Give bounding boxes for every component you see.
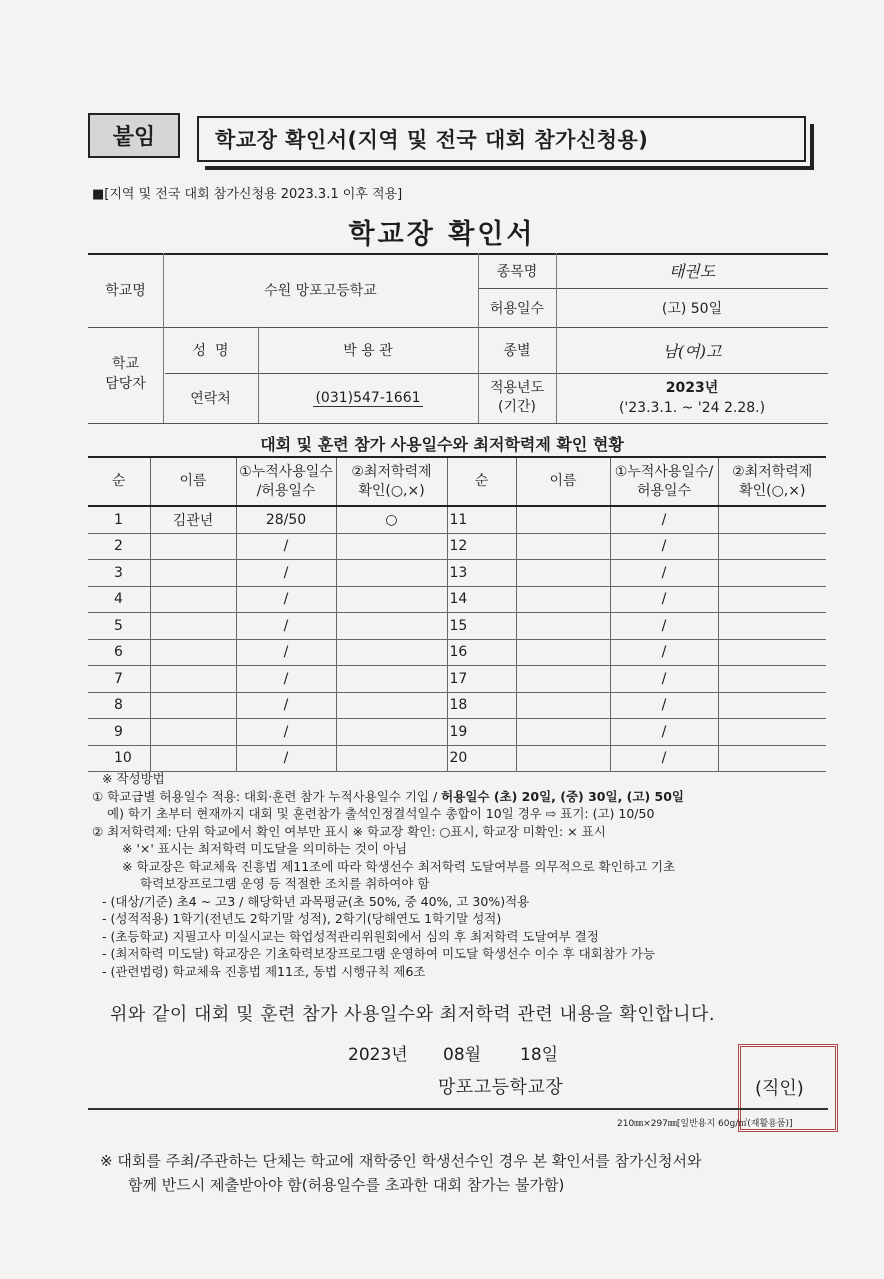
row-number: 6 [88, 639, 150, 666]
table-header-row [88, 457, 826, 506]
note-3: ※ '×' 표시는 최저학력 미도달을 의미하는 것이 아님 [122, 841, 408, 856]
row-number-right: 18 [447, 692, 516, 719]
row-name-right [516, 719, 610, 746]
row-name [150, 586, 236, 613]
school-label: 학교명 [105, 283, 146, 299]
days-value: (고) 50일 [661, 300, 723, 317]
row-days-right: / [610, 639, 718, 666]
row-min-check [336, 533, 447, 560]
confirmation-statement: 위와 같이 대회 및 훈련 참가 사용일수와 최저학력 관련 내용을 확인합니다. [110, 1004, 716, 1025]
col-name: 이름 [150, 457, 236, 506]
row-number-right: 11 [447, 506, 516, 533]
row-days: 28/50 [236, 506, 336, 533]
row-number-right: 13 [447, 560, 516, 587]
sport-value: 태권도 [668, 262, 716, 281]
row-min-check [336, 692, 447, 719]
row-number: 3 [88, 560, 150, 587]
table-row [88, 533, 826, 560]
category-label: 종별 [503, 343, 531, 359]
row-name [150, 639, 236, 666]
row-days: / [236, 719, 336, 746]
table-row [88, 745, 826, 772]
attachment-badge-label: 붙임 [112, 125, 156, 150]
row-name-right [516, 745, 610, 772]
row-min-check [336, 560, 447, 587]
note-9: - (관련법령) 학교체육 진흥법 제11조, 동법 시행규칙 제6조 [102, 963, 426, 979]
row-number: 8 [88, 692, 150, 719]
row-number: 4 [88, 586, 150, 613]
school-value: 수원 망포고등학교 [264, 283, 377, 299]
footer-rule [88, 1108, 828, 1110]
row-days: / [236, 613, 336, 640]
row-min-check-right [718, 745, 826, 772]
title-box [197, 116, 806, 162]
note-6: - (성적적용) 1학기(전년도 2학기말 성적), 2학기(당해연도 1학기말 성적) [102, 911, 502, 926]
note-4-cont: 학력보장프로그램 운영 등 적절한 조치를 취하여야 함 [140, 876, 430, 891]
row-days: / [236, 745, 336, 772]
row-min-check [336, 745, 447, 772]
note-1-text: ① 학교급별 허용일수 적용: 대회·훈련 참가 누적사용일수 기입 / [92, 788, 442, 804]
note-2: ② 최저학력제: 단위 학교에서 확인 여부만 표시 ※ 학교장 확인: ○표시, 학교장 미확인: × 표시 [92, 823, 606, 839]
attachment-badge [88, 113, 180, 158]
row-number: 9 [88, 719, 150, 746]
row-min-check-right [718, 560, 826, 587]
document-title: 학교장 확인서 [348, 219, 536, 250]
note-1 [92, 788, 832, 806]
table-row [88, 666, 826, 693]
table-row [88, 692, 826, 719]
row-min-check [336, 719, 447, 746]
row-number: 1 [88, 506, 150, 533]
row-number: 2 [88, 533, 150, 560]
row-name [150, 719, 236, 746]
col-min-right-line2: 확인(○,×) [739, 482, 806, 499]
row-name-right [516, 560, 610, 587]
row-days-right: / [610, 506, 718, 533]
name-value: 박 용 관 [343, 343, 393, 359]
col-days-right-line2: 허용일수 [636, 482, 692, 499]
row-number: 5 [88, 613, 150, 640]
row-days: / [236, 692, 336, 719]
row-number-right: 17 [447, 666, 516, 693]
date-month: 08월 [443, 1045, 482, 1065]
row-number-right: 19 [447, 719, 516, 746]
row-min-check-right [718, 506, 826, 533]
col-min [336, 457, 447, 506]
col-min-right-line1: ②최저학력제 [732, 464, 813, 481]
submission-note [100, 1149, 830, 1197]
date-year: 2023년 [348, 1045, 408, 1065]
row-name-right [516, 613, 610, 640]
table-row [88, 506, 826, 533]
row-min-check [336, 639, 447, 666]
col-name-right: 이름 [516, 457, 610, 506]
contact-label: 연락처 [190, 391, 231, 407]
contact-value-text: (031)547-1661 [315, 389, 421, 406]
row-name-right [516, 639, 610, 666]
applies-note: ■[지역 및 전국 대회 참가신청용 2023.3.1 이후 적용] [92, 187, 403, 202]
row-days-right: / [610, 692, 718, 719]
row-name [150, 666, 236, 693]
table-row [88, 586, 826, 613]
paper-size-note: 210㎜×297㎜[일반용지 60g/㎡(재활용품)] [617, 1119, 793, 1129]
row-days-right: / [610, 745, 718, 772]
col-min-line2: 확인(○,×) [358, 482, 425, 499]
section-title: 대회 및 훈련 참가 사용일수와 최저학력제 확인 현황 [260, 435, 624, 454]
row-name [150, 533, 236, 560]
row-min-check [336, 666, 447, 693]
row-name [150, 692, 236, 719]
contact-value [258, 373, 478, 423]
row-min-check-right [718, 533, 826, 560]
row-min-check: ○ [336, 506, 447, 533]
row-name: 김관년 [150, 506, 236, 533]
note-1-bold: 허용일수 (초) 20일, (중) 30일, (고) 50일 [441, 788, 684, 804]
writing-instructions [92, 770, 832, 980]
year-label-line1: 적용년도 [489, 380, 545, 396]
row-days: / [236, 666, 336, 693]
row-number-right: 15 [447, 613, 516, 640]
col-no-right: 순 [447, 457, 516, 506]
row-days: / [236, 586, 336, 613]
row-days: / [236, 533, 336, 560]
row-days-right: / [610, 533, 718, 560]
sport-label: 종목명 [496, 263, 538, 280]
manager-label [88, 345, 163, 403]
form-heading: 학교장 확인서(지역 및 전국 대회 참가신청용) [215, 128, 649, 152]
col-days-right-line1: ①누적사용일수/ [614, 464, 714, 481]
row-days-right: / [610, 719, 718, 746]
row-days-right: / [610, 586, 718, 613]
col-min-line1: ②최저학력제 [351, 464, 432, 481]
col-min-right [718, 457, 826, 506]
submission-note-line2: 함께 반드시 제출받아야 함(허용일수를 초과한 대회 참가는 불가함) [128, 1176, 565, 1194]
usage-table [88, 456, 826, 772]
row-min-check [336, 613, 447, 640]
period-value-text: ('23.3.1. ~ '24 2.28.) [618, 400, 766, 416]
row-min-check-right [718, 586, 826, 613]
principal-name: 망포고등학교장 [438, 1077, 564, 1098]
row-name [150, 560, 236, 587]
row-number: 10 [88, 745, 150, 772]
row-name-right [516, 666, 610, 693]
row-number-right: 12 [447, 533, 516, 560]
category-value: 남(여)고 [662, 341, 722, 361]
row-days-right: / [610, 560, 718, 587]
table-row [88, 719, 826, 746]
row-min-check-right [718, 666, 826, 693]
table-row [88, 639, 826, 666]
table-row [88, 560, 826, 587]
note-5: - (대상/기준) 초4 ~ 고3 / 해당학년 과목평균(초 50%, 중 40%, 고 30%)적용 [102, 893, 530, 909]
year-label [478, 373, 556, 423]
row-days: / [236, 639, 336, 666]
manager-label-line1: 학교 [111, 356, 140, 372]
date-day: 18일 [520, 1045, 559, 1065]
year-value-text: 2023년 [665, 380, 719, 396]
days-label: 허용일수 [489, 300, 545, 317]
row-days-right: / [610, 666, 718, 693]
row-number-right: 16 [447, 639, 516, 666]
row-min-check-right [718, 613, 826, 640]
notes-heading: ※ 작성방법 [102, 771, 165, 786]
row-name [150, 745, 236, 772]
year-value [556, 373, 828, 423]
row-name-right [516, 506, 610, 533]
row-name-right [516, 692, 610, 719]
seal-label: (직인) [755, 1078, 804, 1099]
name-label: 성 명 [192, 343, 229, 359]
submission-note-line1: ※ 대회를 주최/주관하는 단체는 학교에 재학중인 학생선수인 경우 본 확인서를 참가신청서와 [100, 1152, 702, 1170]
row-name-right [516, 533, 610, 560]
table-row [88, 613, 826, 640]
info-rule [88, 423, 828, 424]
row-min-check [336, 586, 447, 613]
row-min-check-right [718, 639, 826, 666]
row-min-check-right [718, 719, 826, 746]
col-days-line1: ①누적사용일수 [239, 464, 333, 481]
row-number: 7 [88, 666, 150, 693]
col-no: 순 [88, 457, 150, 506]
row-min-check-right [718, 692, 826, 719]
note-1-example: 예) 학기 초부터 현재까지 대회 및 훈련참가 출석인정결석일수 총합이 10일 경우 ⇨ 표기: (고) 10/50 [107, 806, 655, 821]
row-number-right: 20 [447, 745, 516, 772]
col-days [236, 457, 336, 506]
col-days-line2: /허용일수 [256, 482, 316, 499]
note-4: ※ 학교장은 학교체육 진흥법 제11조에 따라 학생선수 최저학력 도달여부를 의무적으로 확인하고 기초 [122, 858, 676, 874]
note-7: - (초등학교) 지필고사 미실시교는 학업성적관리위원회에서 심의 후 최저학력 도달여부 결정 [102, 928, 599, 944]
row-number-right: 14 [447, 586, 516, 613]
row-days: / [236, 560, 336, 587]
manager-label-line2: 담당자 [105, 376, 146, 392]
row-days-right: / [610, 613, 718, 640]
note-8: - (최저학력 미도달) 학교장은 기초학력보장프로그램 운영하여 미도달 학생선수 이수 후 대회참가 가능 [102, 946, 656, 961]
row-name [150, 613, 236, 640]
year-label-line2: (기간) [498, 399, 536, 415]
col-days-right [610, 457, 718, 506]
row-name-right [516, 586, 610, 613]
